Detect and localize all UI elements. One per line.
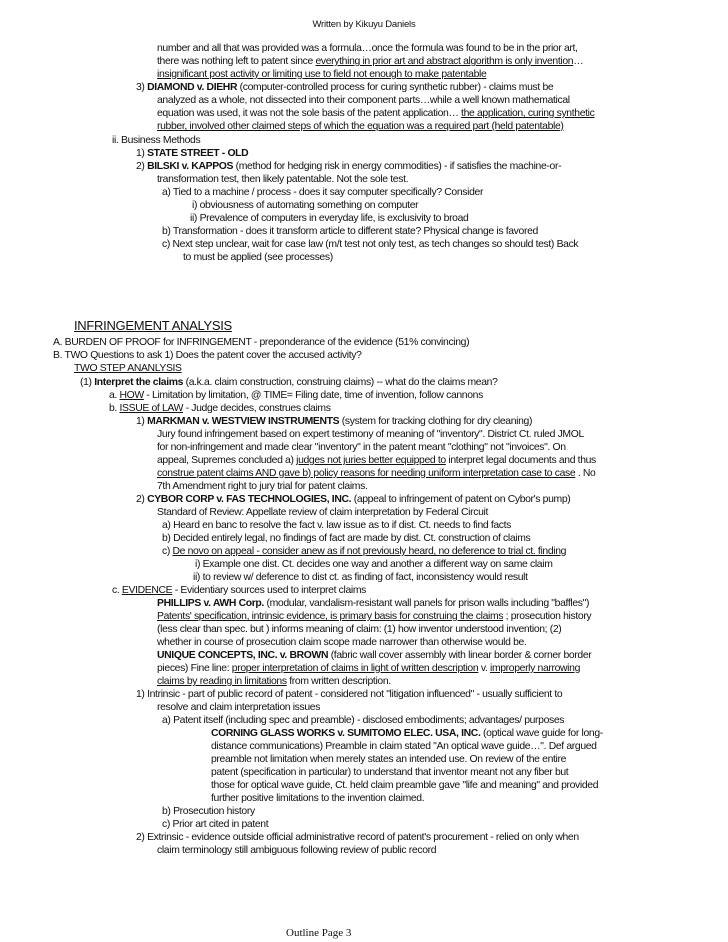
line-text: b) Prosecution history [162,806,255,817]
outline-line [162,238,578,251]
line-text: DIAMOND v. DIEHR [147,82,238,93]
line-text: a) Patent itself (including spec and preamble) - disclosed embodiments; advantages/ purposes [162,715,565,726]
line-text: i) obviousness of automating something on computer [192,200,419,211]
line-text: Patents' specification, intrinsic evidence, is primary basis for construing the claims [157,611,504,622]
line-text: a) Heard en banc to resolve the fact v. law issue as to if dist. Ct. needs to find facts [162,520,512,531]
outline-line [162,805,255,818]
line-text: Jury found infringement based on expert testimony of meaning of "inventory". District Ct. ruled JMOL [157,429,584,440]
line-text: distance communications) Preamble in claim stated "An optical wave guide…". Def argued [211,741,597,752]
line-text: analyzed as a whole, not dissected into their component parts…while a well known mathematical [157,95,570,106]
outline-line [136,688,562,701]
line-text: B. TWO Questions to ask 1) Does the patent cover the accused activity? [53,350,362,361]
line-text: number and all that was provided was a formula…once the formula was found to be in the prior art, [157,43,578,54]
line-text: claims by reading in limitations [157,676,287,687]
outline-line [136,831,579,844]
line-text: b) Transformation - does it transform article to different state? Physical change is favored [162,226,538,237]
outline-line [157,441,566,454]
line-text: c) Prior art cited in patent [162,819,269,830]
line-text: 2) Extrinsic - evidence outside official administrative record of patent's procurement - relied on only when [136,832,579,843]
outline-line [162,532,530,545]
outline-line [157,428,584,441]
line-text: whether in course of prosecution claim scope made narrower than otherwise would be. [157,637,527,648]
outline-line [157,55,583,68]
outline-line [157,623,561,636]
line-text: for non-infringement and made clear "inventory" in the patent meant "clothing" not "invoices". On [157,442,566,453]
line-text: ISSUE of LAW [119,403,184,414]
line-text: b) Decided entirely legal, no findings of fact are made by dist. Ct. construction of claims [162,533,531,544]
line-text: ; prosecution history [503,611,592,622]
outline-line [162,225,538,238]
line-text: rubber, involved other claimed steps of which the equation was a required part (held patentable) [157,121,564,132]
line-text: equation was used, it was not the sole basis of the patent application… [157,108,462,119]
outline-line [195,558,553,571]
outline-line [157,454,596,467]
outline-line [112,584,366,597]
line-text: UNIQUE CONCEPTS, INC. v. BROWN [157,650,329,661]
line-text: judges not juries better equipped to [296,455,446,466]
line-text: EVIDENCE [121,585,173,596]
outline-line [211,779,598,792]
outline-line [157,675,391,688]
line-text: a) Tied to a machine / process - does it say computer specifically? Consider [162,187,484,198]
line-text: improperly narrowing [489,663,581,674]
outline-line [157,173,408,186]
line-text: STATE STREET - OLD [147,148,249,159]
line-text: those for optical wave guide, Ct. held claim preamble gave "life and meaning" and provided [211,780,599,791]
page-header: Written by Kikuyu Daniels [312,19,416,30]
outline-line [80,376,498,389]
line-text: (less clear than spec. but ) informs meaning of claim: (1) how inventor understood invention; (2) [157,624,562,635]
line-text: further positive limitations to the invention claimed. [211,793,425,804]
outline-line [193,571,528,584]
outline-line [74,362,182,375]
line-text: BILSKI v. KAPPOS [147,161,234,172]
line-text: pieces) Fine line: [157,663,232,674]
line-text: interpret legal documents and thus [445,455,596,466]
outline-line [157,467,596,480]
line-text: ii. Business Methods [112,135,201,146]
line-text: c) Next step unclear, wait for case law (m/t test not only test, as tech changes so should test) Back [162,239,579,250]
line-text: De novo on appeal - consider anew as if not previously heard, no deference to trial ct. finding [172,546,567,557]
outline-line [109,402,331,415]
line-text: claim terminology still ambiguous following review of public record [157,845,437,856]
line-text: b. [109,403,120,414]
line-text: (method for hedging risk in energy commodities) - if satisfies the machine-or- [233,161,562,172]
line-text: (system for tracking clothing for dry cleaning) [339,416,533,427]
line-text: c) [162,546,173,557]
line-text: patent (specification in particular) to understand that inventor meant not any fiber but [211,767,569,778]
line-text: CORNING GLASS WORKS v. SUMITOMO ELEC. USA, INC. [211,728,481,739]
outline-line [157,662,580,675]
outline-line [162,714,564,727]
outline-line [53,349,362,362]
line-text: construe patent claims AND gave b) policy reasons for needing uniform interpretation case to case [157,468,576,479]
line-text: Standard of Review: Appellate review of claim interpretation by Federal Circuit [157,507,488,518]
outline-line [136,493,570,506]
outline-line [157,636,526,649]
line-text: . No [575,468,596,479]
line-text: 3) [136,82,148,93]
line-text: (modular, vandalism-resistant wall panels for prison walls including "baffles") [263,598,590,609]
outline-line [136,81,553,94]
line-text: (a.k.a. claim construction, construing claims) -- what do the claims mean? [183,377,498,388]
outline-line [109,389,483,402]
outline-line [162,545,566,558]
line-text: Interpret the claims [94,377,184,388]
outline-line [157,120,564,133]
line-text: - Limitation by limitation, @ TIME= Filing date, time of invention, follow cannons [143,390,483,401]
line-text: v. [478,663,490,674]
outline-line [136,415,532,428]
outline-line [136,160,561,173]
line-text: 1) [136,416,148,427]
line-text: ii) Prevalence of computers in everyday life, is exclusivity to broad [190,213,469,224]
outline-line [157,506,488,519]
outline-line [162,186,483,199]
line-text: everything in prior art and abstract algorithm is only invention [315,56,574,67]
outline-line [157,610,591,623]
page-footer: Outline Page 3 [286,927,352,939]
line-text: resolve and claim interpretation issues [157,702,321,713]
outline-line [157,94,570,107]
line-text: CYBOR CORP v. FAS TECHNOLOGIES, INC. [147,494,352,505]
line-text: proper interpretation of claims in light of written description [231,663,479,674]
line-text: PHILLIPS v. AWH Corp. [157,598,264,609]
line-text: TWO STEP ANANLYSIS [74,363,182,374]
line-text: … [573,56,584,67]
outline-line [183,251,333,264]
line-text: (appeal to infringement of patent on Cybor's pump) [351,494,571,505]
outline-line [157,701,320,714]
line-text: there was nothing left to patent since [157,56,316,67]
outline-line [211,753,566,766]
line-text: appeal, Supremes concluded a) [157,455,297,466]
outline-line [157,107,594,120]
line-text: - Judge decides, construes claims [183,403,331,414]
line-text: preamble not limitation when merely states an intended use. On review of the entire [211,754,567,765]
outline-line [211,766,568,779]
line-text: A. BURDEN OF PROOF for INFRINGEMENT - preponderance of the evidence (51% convincing) [53,337,470,348]
line-text: c. [112,585,122,596]
outline-line [157,68,486,81]
outline-line [211,740,597,753]
line-text: a. [109,390,120,401]
line-text: 2) [136,161,148,172]
outline-line [157,649,591,662]
outline-line [190,212,468,225]
line-text: 7th Amendment right to jury trial for patent claims. [157,481,368,492]
outline-line [211,792,424,805]
outline-line [157,597,589,610]
line-text: the application, curing synthetic [461,108,595,119]
line-text: 1) Intrinsic - part of public record of patent - considered not "litigation influenced" - usually sufficient to [136,689,563,700]
line-text: (1) [80,377,95,388]
line-text: insignificant post activity or limiting use to field not enough to make patentable [157,69,487,80]
line-text: from written description. [286,676,391,687]
line-text: 2) [136,494,148,505]
outline-line [162,818,268,831]
outline-line [157,42,578,55]
line-text: i) Example one dist. Ct. decides one way and another a different way on same claim [195,559,553,570]
section-title: INFRINGEMENT ANALYSIS [74,318,232,333]
line-text: (computer-controlled process for curing synthetic rubber) - claims must be [237,82,554,93]
line-text: (optical wave guide for long- [480,728,603,739]
line-text: MARKMAN v. WESTVIEW INSTRUMENTS [147,416,340,427]
outline-line [53,336,469,349]
line-text: transformation test, then likely patentable. Not the sole test. [157,174,409,185]
line-text: 1) [136,148,148,159]
outline-line [136,147,248,160]
line-text: HOW [119,390,144,401]
outline-line [162,519,511,532]
line-text: - Evidentiary sources used to interpret claims [172,585,367,596]
line-text: (fabric wall cover assembly with linear border & corner border [328,650,592,661]
outline-line [192,199,418,212]
outline-line [211,727,603,740]
outline-line [112,134,200,147]
outline-line [157,480,368,493]
line-text: ii) to review w/ deference to dist ct. as finding of fact, inconsistency would result [193,572,528,583]
line-text: to must be applied (see processes) [183,252,333,263]
outline-line [157,844,436,857]
